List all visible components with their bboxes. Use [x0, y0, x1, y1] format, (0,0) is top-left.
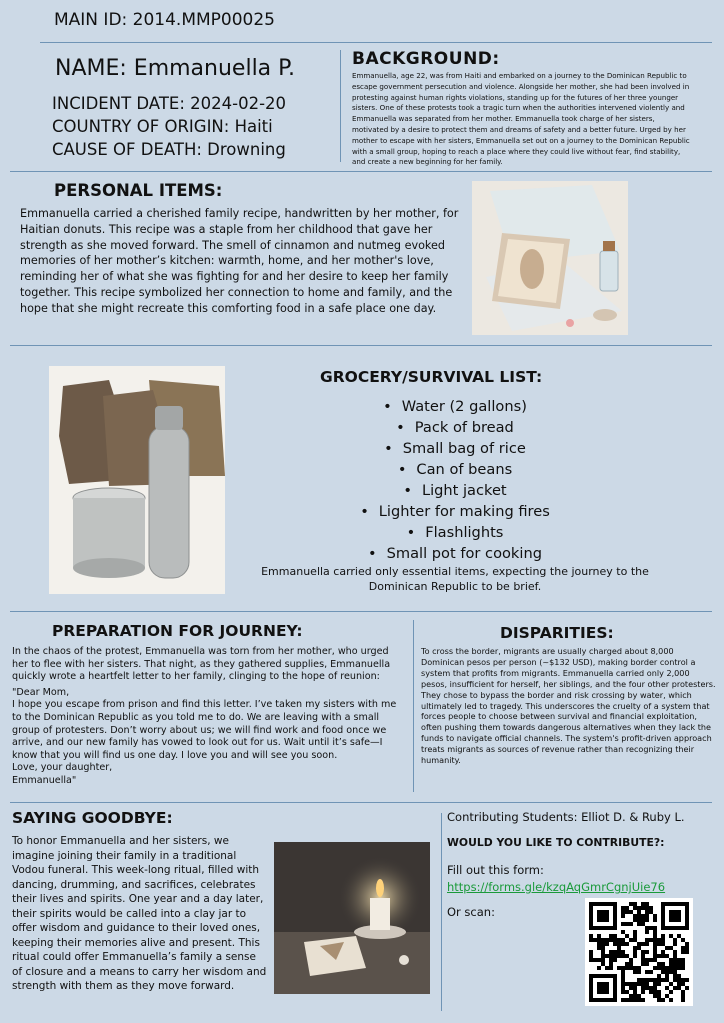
letter-name: Emmanuella" — [12, 774, 77, 786]
list-item: • Lighter for making fires — [300, 501, 610, 522]
supplies-image — [49, 366, 225, 594]
qr-code[interactable] — [585, 898, 693, 1006]
scan-label: Or scan: — [447, 905, 495, 919]
divider — [340, 50, 341, 162]
divider — [413, 620, 414, 792]
letter-greeting: "Dear Mom, — [12, 686, 70, 698]
personal-items-title: PERSONAL ITEMS: — [54, 181, 223, 200]
goodbye-text: To honor Emmanuella and her sisters, we imagine joining their family in a traditional Vodou funeral. This week-long ritual, filled with dancing, drumming, and sacrifices, celebrates their lives and spirits. One year and a day later, their spirits would be called into a clay jar to offer wisdom and guidance to their loved ones, keeping their memories alive and present. This ritual could offer Emmanuella’s family a sense of closure and a means to carry her wisdom and strength with them as they move forward. — [12, 835, 267, 992]
grocery-list — [300, 396, 610, 564]
list-item: • Water (2 gallons) — [300, 396, 610, 417]
disparities-title: DISPARITIES: — [500, 624, 614, 642]
disparities-text: To cross the border, migrants are usually charged about 8,000 Dominican pesos per person (~$132 USD), making border control a system that profits from migrants. Emmanuella carried only 2,000 pesos, insufficient for herself, her siblings, and the four other protesters. They chose to bypass the border and risk crossing by water, which ultimately led to tragedy. This underscores the cruelty of a system that forces people to choose between survival and financial exploitation, often pushing them towards dangerous alternatives when they lack the funds to navigate official channels. The system's profit-driven approach treats migrants as sources of revenue rather than recognizing their humanity. — [421, 646, 716, 766]
form-link[interactable]: https://forms.gle/kzqAqGmrCgnjUie76 — [447, 880, 666, 894]
divider — [10, 802, 712, 803]
background-title: BACKGROUND: — [352, 49, 500, 69]
form-instruction: Fill out this form: — [447, 863, 544, 877]
goodbye-title: SAYING GOODBYE: — [12, 809, 173, 827]
recipe-illustration — [472, 181, 628, 335]
background-text: Emmanuella, age 22, was from Haiti and embarked on a journey to the Dominican Republic to escape government persecution and violence. Alongside her mother, she had been involved in protesting against human rights violations, standing up for the futures of her three younger sisters. One of these protests took a tragic turn when the authorities intervened violently and Emmanuella was separated from her mother. Emmanuella took charge of her sisters, motivated by a desire to protect them and dreams of safety and a better future. Urged by her mother to escape with her sisters, Emmanuella set out on a journey to the Dominican Republic with a small group, hoping to reach a place where they could live without fear, find stability, and create a new beginning for her family. — [352, 71, 690, 167]
divider — [40, 42, 712, 43]
letter-body: I hope you escape from prison and find this letter. I’ve taken my sisters with me to the Dominican Republic as you told me to do. We are leaving with a small group of protesters. Don’t worry about us; we will find work and food once we arrive, and our new family has vowed to look out for us. Wait until it’s safe—I know that you will find us one day. I love you and will see you soon. — [12, 699, 397, 761]
list-item: • Pack of bread — [300, 417, 610, 438]
country-of-origin: COUNTRY OF ORIGIN: Haiti — [52, 117, 273, 136]
preparation-title: PREPARATION FOR JOURNEY: — [52, 622, 303, 640]
supplies-illustration — [49, 366, 225, 594]
main-id: MAIN ID: 2014.MMP00025 — [54, 10, 275, 30]
preparation-intro: In the chaos of the protest, Emmanuella was torn from her mother, who urged her to flee with her sisters. That night, as they gathered supplies, Emmanuella quickly wrote a heartfelt letter to her family, clinging to the hope of reunion: — [12, 646, 391, 683]
qr-code-graphic — [585, 898, 693, 1006]
personal-items-text: Emmanuella carried a cherished family recipe, handwritten by her mother, for Haitian donuts. This recipe was a staple from her childhood that gave her strength as she moved forward. The smell of cinnamon and nutmeg evoked memories of her mother’s kitchen: warmth, home, and her mother's love, reminding her of what she was fighting for and her desire to keep her family together. This recipe symbolized her connection to home and family, and the hope that she might recreate this comforting food in a safe place one day. — [20, 207, 459, 315]
grocery-note: Emmanuella carried only essential items, expecting the journey to the Dominican Republic to be brief. — [261, 565, 649, 593]
grocery-title: GROCERY/SURVIVAL LIST: — [320, 368, 543, 386]
incident-date: INCIDENT DATE: 2024-02-20 — [52, 94, 287, 113]
list-item: • Flashlights — [300, 522, 610, 543]
contributing-students: Contributing Students: Elliot D. & Ruby L. — [447, 810, 685, 824]
divider — [441, 813, 442, 1011]
list-item: • Light jacket — [300, 480, 610, 501]
list-item: • Small bag of rice — [300, 438, 610, 459]
letter-signoff: Love, your daughter, — [12, 762, 113, 774]
person-name: NAME: Emmanuella P. — [55, 56, 295, 81]
candle-illustration — [274, 842, 430, 994]
candle-image — [274, 842, 430, 994]
divider — [10, 611, 712, 612]
list-item: • Can of beans — [300, 459, 610, 480]
contribute-question: WOULD YOU LIKE TO CONTRIBUTE?: — [447, 836, 665, 849]
preparation-text — [12, 646, 407, 788]
list-item: • Small pot for cooking — [300, 543, 610, 564]
divider — [10, 171, 712, 172]
cause-of-death: CAUSE OF DEATH: Drowning — [52, 140, 286, 159]
recipe-image — [472, 181, 628, 335]
divider — [10, 345, 712, 346]
person-facts — [52, 92, 286, 161]
